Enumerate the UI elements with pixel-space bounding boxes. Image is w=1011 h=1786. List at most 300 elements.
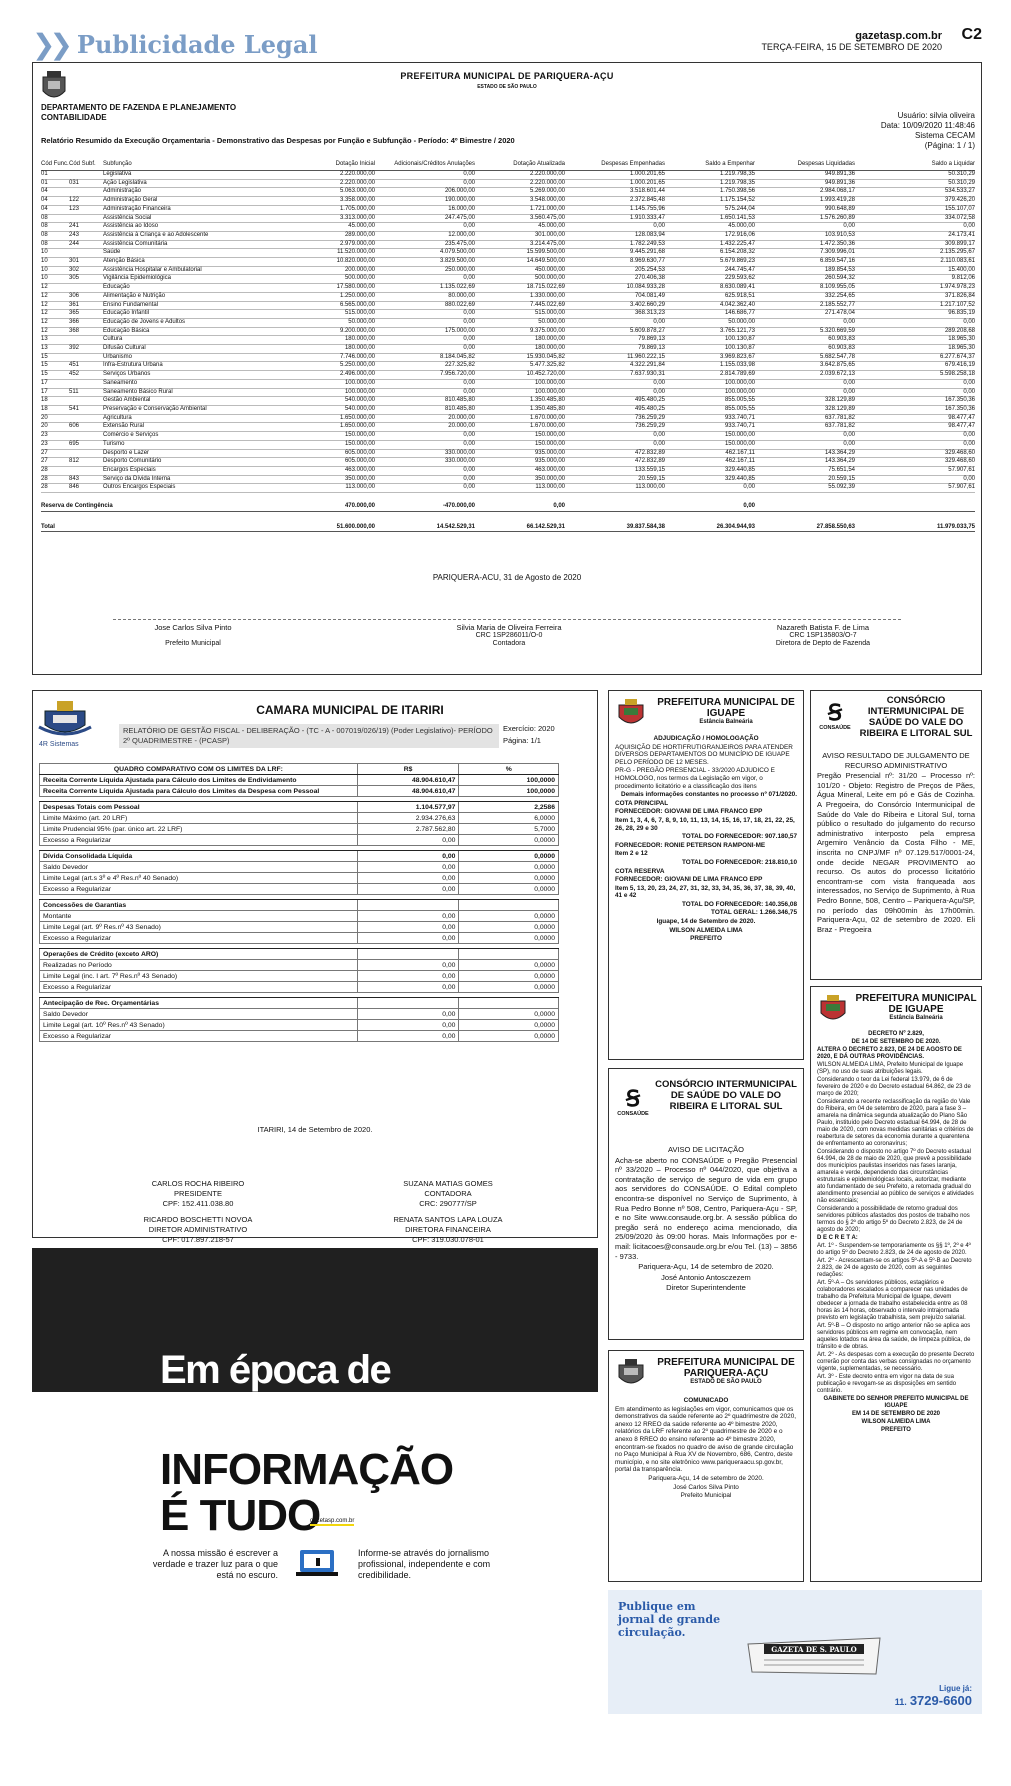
- table-cell: 1.217.107,52: [855, 301, 975, 310]
- table-cell: Saúde: [103, 249, 285, 258]
- table-cell: 5.477.325,82: [475, 362, 565, 371]
- table-cell: 0,0000: [459, 1031, 559, 1042]
- table-cell: [69, 249, 103, 258]
- table-cell: 180.000,00: [475, 336, 565, 345]
- table-row: [41, 231, 975, 240]
- table-cell: 241: [69, 223, 103, 232]
- table-cell: 229.593,62: [665, 275, 755, 284]
- table-cell: 16.000,00: [375, 205, 475, 214]
- ad-headline-1: Em época de: [160, 1348, 391, 1392]
- table-cell: 606: [69, 423, 103, 432]
- table-cell: 100.000,00: [665, 379, 755, 388]
- table-row: [40, 862, 559, 873]
- table-cell: 9.375.000,00: [475, 327, 565, 336]
- table-cell: [69, 353, 103, 362]
- iguape-crest-icon: [615, 697, 647, 731]
- signer-id: CRC: 290777/SP: [419, 1199, 477, 1208]
- table-cell: 5.250.000,00: [285, 362, 375, 371]
- notice-paragraph: TOTAL DO FORNECEDOR: 218.810,10: [681, 858, 797, 866]
- notice-paragraph: Art. 3º - Este decreto entra em vigor na data de sua publicação e revogam-se as disposições em sentido contrário.: [817, 1374, 957, 1394]
- table-row: [40, 933, 559, 944]
- table-row: [41, 466, 975, 475]
- signer-role: PRESIDENTE: [174, 1189, 222, 1198]
- table-cell: 205.254,53: [565, 266, 665, 275]
- table-cell: 810.485,80: [375, 405, 475, 414]
- table-row: [40, 873, 559, 884]
- table-cell: 5.679.869,23: [665, 258, 755, 267]
- report-department: [41, 103, 236, 123]
- table-cell: 15: [41, 362, 69, 371]
- table-cell: 1.219.798,35: [665, 171, 755, 180]
- table-cell: 11.520.000,00: [285, 249, 375, 258]
- notice-paragraph: EM 14 DE SETEMBRO DE 2020: [851, 1411, 941, 1417]
- table-cell: 12: [41, 292, 69, 301]
- table-cell: 1.155.033,98: [665, 362, 755, 371]
- signer-name: RICARDO BOSCHETTI NOVOA: [143, 1215, 253, 1224]
- table-cell: 5.063.000,00: [285, 188, 375, 197]
- table-cell: 0,0000: [459, 862, 559, 873]
- table-cell: Assistência ao Idoso: [103, 223, 285, 232]
- table-cell: 23: [41, 432, 69, 441]
- table-cell: 12: [41, 284, 69, 293]
- table-row: [40, 835, 559, 846]
- table-cell: 704.081,49: [565, 292, 665, 301]
- table-cell: 08: [41, 231, 69, 240]
- notice-paragraph: Iguape, 14 de Setembro de 2020.: [656, 918, 756, 926]
- ad-headline-3: INFORMAÇÃO: [160, 1445, 454, 1494]
- table-cell: Despesas Totais com Pessoal: [40, 802, 358, 813]
- consaude-logo-text: CONSAÚDE: [819, 725, 851, 731]
- table-cell: Receita Corrente Líquida Ajustada para Cálculo dos Limites da Despesa com Pessoal: [40, 786, 358, 797]
- table-row: [41, 345, 975, 354]
- table-cell: 0,00: [565, 388, 665, 397]
- table-cell: 990.648,89: [755, 205, 855, 214]
- notice-paragraph: DE 14 DE SETEMBRO DE 2020.: [851, 1039, 941, 1045]
- table-cell: Antecipação de Rec. Orçamentárias: [40, 998, 358, 1009]
- table-cell: 1.432.225,47: [665, 240, 755, 249]
- site-url[interactable]: gazetasp.com.br: [855, 30, 942, 42]
- table-cell: 01: [41, 171, 69, 180]
- table-cell: 0,00: [475, 493, 565, 512]
- table-cell: Assistência Social: [103, 214, 285, 223]
- consaude-logo: [615, 1087, 651, 1127]
- table-cell: 57.907,61: [855, 466, 975, 475]
- signer-role: Prefeito Municipal: [165, 640, 221, 647]
- dept-line: CONTABILIDADE: [41, 113, 107, 122]
- table-cell: 04: [41, 205, 69, 214]
- table-cell: 366: [69, 318, 103, 327]
- table-cell: 122: [69, 197, 103, 206]
- table-cell: Educação de Jovens e Adultos: [103, 318, 285, 327]
- ad-call: Informe-se através do jornalismo profissional, independente e com credibilidade.: [358, 1548, 491, 1580]
- table-cell: 3.402.660,29: [565, 301, 665, 310]
- table-cell: 01: [41, 179, 69, 188]
- notice-paragraph: Considerando o disposto no artigo 7º do Decreto estadual 64.994, de 28 de maio de 2020, que prevê a possibilidade dos municípios paulistas inseridos nas fases laranja, amarela e verde, dependendo das circunstâncias estruturais e epidemiológicas locais, autorizar, mediante ato fundamentado de seu Prefeito, a retomada gradual do atendimento presencial ao público de serviços e atividades não essenciais;: [817, 1149, 974, 1204]
- consaude-logo-text: CONSAÚDE: [617, 1111, 649, 1117]
- notice-paragraph: Acha-se aberto no CONSAÚDE o Pregão Presencial nº 33/2020 – Processo nº 044/2020, que objetiva a contratação de serviço de seguro de vida em grupo aos servidores do CONSAÚDE. O Edital completo encontra-se disponível no Serviço de Suprimento, à Rua Pedro Bonne nº 508, Centro, Pariquera-Açu - SP, e no Site www.consaude.org.br. A sessão pública do pregão será no endereço acima mencionado, dia 25/09/2020 às 09:00 horas. Mais Informações por e-mail: licitacoes@consaude.org.br e/ou Tel. (13) – 3856 - 9733.: [615, 1155, 797, 1261]
- notice-paragraph: José Antonio Antosczezem: [661, 1272, 751, 1282]
- table-cell: 8.630.089,41: [665, 284, 755, 293]
- notice-paragraph: D E C R E T A:: [817, 1235, 858, 1241]
- table-cell: 515.000,00: [475, 310, 565, 319]
- table-cell: 235.475,00: [375, 240, 475, 249]
- notice-paragraph: Art. 2º - Acrescentam-se os artigos 5º-A e 5º-B ao Decreto 2.823, de 24 de agosto de 2020, com as seguintes redações:: [817, 1258, 972, 1278]
- table-cell: 17: [41, 388, 69, 397]
- table-cell: 17.580.000,00: [285, 284, 375, 293]
- notice-paragraph: Diretor Superintendente: [666, 1283, 746, 1293]
- notice-paragraph: COTA PRINCIPAL: [615, 799, 669, 807]
- table-cell: 7.956.720,00: [375, 371, 475, 380]
- table-cell: Infra-Estrutura Urbana: [103, 362, 285, 371]
- table-cell: 5.682.547,78: [755, 353, 855, 362]
- notice-body: [615, 1397, 797, 1501]
- table-cell: Legislativa: [103, 171, 285, 180]
- table-cell: 5.320.669,59: [755, 327, 855, 336]
- table-cell: Excesso a Regularizar: [40, 884, 358, 895]
- table-cell: Excesso a Regularizar: [40, 933, 358, 944]
- table-cell: Atenção Básica: [103, 258, 285, 267]
- table-cell: 843: [69, 475, 103, 484]
- table-row: [41, 188, 975, 197]
- table-cell: Ação Legislativa: [103, 179, 285, 188]
- table-row: [41, 223, 975, 232]
- table-cell: 45.000,00: [475, 223, 565, 232]
- table-cell: Preservação e Conservação Ambiental: [103, 405, 285, 414]
- table-cell: 302: [69, 266, 103, 275]
- table-cell: 2.135.295,67: [855, 249, 975, 258]
- table-cell: 11.960.222,15: [565, 353, 665, 362]
- notice-paragraph: Pregão Presencial nº: 31/20 – Processo nº: 101/20 - Objeto: Registro de Preços de Pães, Água Mineral, Leite em pó e Gás de Cozinha. A Pregoeira, do Consórcio Intermunicipal de Saúde do Vale do Ribeira e Litoral Sul, torna público o resultado do julgamento do recurso administrativo interposto pela empresa Argemiro Venâncio da Costa Filho - ME, inscrita no CNPJ/MF nº 07.129.517/0001-24, onde decide NEGAR PROVIMENTO ao recurso. Os autos do processo licitatório encontram-se com vista franqueada aos interessados, no Serviço de Suprimento, à Rua Pedro Bonne, 508, Centro – Pariquera-Açu/SP, no período das 09h00min às 17h00min. Pariquera-Açu, 02 de setembro de 2020. Eli Braz - Pregoeira: [817, 771, 975, 934]
- table-cell: 368.313,23: [565, 310, 665, 319]
- table-cell: [755, 493, 855, 512]
- page-number: C2: [961, 26, 982, 43]
- table-cell: 243: [69, 231, 103, 240]
- itariri-crest-icon: [37, 697, 93, 739]
- notice-paragraph: AVISO RESULTADO DE JULGAMENTO DE RECURSO ADMINISTRATIVO: [822, 751, 970, 770]
- table-row: [40, 775, 559, 786]
- call-phone[interactable]: [895, 1693, 972, 1708]
- table-cell: [69, 414, 103, 423]
- table-row: [40, 813, 559, 824]
- consaude-s-icon: Ꞩ: [828, 700, 842, 726]
- table-cell: 379.426,20: [855, 197, 975, 206]
- table-cell: Saneamento: [103, 379, 285, 388]
- table-cell: 810.485,80: [375, 397, 475, 406]
- table-cell: 100.000,00: [475, 388, 565, 397]
- table-cell: 0,00: [375, 223, 475, 232]
- table-row: [41, 284, 975, 293]
- table-cell: 150.000,00: [665, 440, 755, 449]
- notice-paragraph: WILSON ALMEIDA LIMA: [669, 926, 743, 934]
- table-cell: 463.000,00: [475, 466, 565, 475]
- table-cell: 301.000,00: [475, 231, 565, 240]
- column-header: Adicionais/Créditos Anulações: [375, 161, 475, 171]
- table-cell: 0,00: [357, 1009, 459, 1020]
- table-cell: 100.000,00: [285, 379, 375, 388]
- table-cell: 3.642.875,65: [755, 362, 855, 371]
- table-cell: [459, 900, 559, 911]
- coat-of-arms-icon: [615, 1357, 647, 1391]
- table-cell: 244.745,47: [665, 266, 755, 275]
- table-cell: 75.651,54: [755, 466, 855, 475]
- table-cell: 180.000,00: [285, 336, 375, 345]
- page-indicator: Página: 1/1: [503, 736, 541, 745]
- table-cell: 143.364,29: [755, 458, 855, 467]
- notice-paragraph: Considerando a possibilidade de retorno gradual dos servidores públicos afastados dos postos de trabalho nos termos do § 2º do artigo 5º do Decreto 2.823, de 24 de agosto de 2020;: [817, 1206, 970, 1233]
- table-cell: 368: [69, 327, 103, 336]
- table-cell: 12: [41, 301, 69, 310]
- table-cell: 329.440,85: [665, 475, 755, 484]
- table-cell: 0,0000: [459, 835, 559, 846]
- table-cell: 1.750.398,56: [665, 188, 755, 197]
- table-cell: 66.142.529,31: [475, 511, 565, 532]
- table-cell: 27: [41, 458, 69, 467]
- table-cell: 0,00: [755, 318, 855, 327]
- notice-body: [615, 1145, 797, 1294]
- table-cell: Limite Legal (inc. I art. 7º Res.nº 43 Senado): [40, 971, 358, 982]
- table-cell: Serviço da Dívida Interna: [103, 475, 285, 484]
- table-cell: 6.154.208,32: [665, 249, 755, 258]
- table-cell: 0,00: [375, 379, 475, 388]
- table-cell: 1.993.419,28: [755, 197, 855, 206]
- ad-site[interactable]: gazetasp.com.br: [310, 1518, 355, 1524]
- table-row: [41, 449, 975, 458]
- table-cell: 0,0000: [459, 1020, 559, 1031]
- signer-id: CPF: 319.030.078-01: [412, 1235, 484, 1244]
- report-description: RELATÓRIO DE GESTÃO FISCAL - DELIBERAÇÃO - (TC - A - 007019/026/19) (Poder Legislativo)- PERÍODO 2º QUADRIMESTRE - (PCASP): [119, 724, 499, 748]
- table-cell: 7.746.000,00: [285, 353, 375, 362]
- table-cell: 365: [69, 310, 103, 319]
- table-cell: 100.130,87: [665, 345, 755, 354]
- table-cell: 6,0000: [459, 813, 559, 824]
- table-row: [40, 1020, 559, 1031]
- table-cell: 949.891,36: [755, 171, 855, 180]
- table-cell: Cultura: [103, 336, 285, 345]
- table-cell: 0,00: [755, 440, 855, 449]
- table-cell: 0,0000: [459, 873, 559, 884]
- table-cell: Ensino Fundamental: [103, 301, 285, 310]
- table-cell: Outros Encargos Especiais: [103, 484, 285, 493]
- table-cell: Limite Prudencial 95% (par. único art. 22 LRF): [40, 824, 358, 835]
- table-cell: 1.650.000,00: [285, 423, 375, 432]
- table-cell: 637.781,82: [755, 414, 855, 423]
- table-cell: 0,00: [375, 310, 475, 319]
- table-cell: 540.000,00: [285, 397, 375, 406]
- table-cell: Excesso a Regularizar: [40, 982, 358, 993]
- table-cell: 1.670.000,00: [475, 423, 565, 432]
- signer-role: DIRETOR ADMINISTRATIVO: [148, 1225, 248, 1234]
- table-cell: 450.000,00: [475, 266, 565, 275]
- table-cell: 79.869,13: [565, 345, 665, 354]
- call-info: [895, 1684, 972, 1708]
- notice-title: CONSÓRCIO INTERMUNICIPAL DE SAÚDE DO VALE DO RIBEIRA E LITORAL SUL: [655, 1079, 797, 1112]
- table-cell: 451: [69, 362, 103, 371]
- table-cell: 100.130,87: [665, 336, 755, 345]
- table-cell: Serviços Urbanos: [103, 371, 285, 380]
- table-cell: 3.358.000,00: [285, 197, 375, 206]
- table-cell: 695: [69, 440, 103, 449]
- notice-paragraph: Item 2 e 12: [615, 850, 648, 858]
- table-cell: 0,00: [375, 388, 475, 397]
- table-cell: 15.599.500,00: [475, 249, 565, 258]
- table-cell: 736.259,29: [565, 414, 665, 423]
- table-row: [40, 1009, 559, 1020]
- table-cell: 935.000,00: [475, 449, 565, 458]
- table-cell: Assistência Comunitária: [103, 240, 285, 249]
- table-cell: 1.650.141,53: [665, 214, 755, 223]
- table-cell: 0,0000: [459, 960, 559, 971]
- notice-paragraph: Art. 1º - Suspendem-se temporariamente os §§ 1º, 2º e 4º do artigo 5º do Decreto 2.823, de 24 de agosto de 2020.: [817, 1243, 971, 1256]
- table-cell: 100.000,00: [665, 388, 755, 397]
- table-cell: 50.310,29: [855, 179, 975, 188]
- table-row: [40, 802, 559, 813]
- table-cell: 0,00: [357, 911, 459, 922]
- signer-role: DIRETORA FINANCEIRA: [405, 1225, 491, 1234]
- table-cell: 45.000,00: [665, 223, 755, 232]
- table-cell: 0,00: [375, 275, 475, 284]
- table-row: [40, 851, 559, 862]
- table-cell: 2.984.068,17: [755, 188, 855, 197]
- table-cell: 306: [69, 292, 103, 301]
- table-cell: 350.000,00: [285, 475, 375, 484]
- table-cell: 200.000,00: [285, 266, 375, 275]
- table-cell: 98.477,47: [855, 414, 975, 423]
- table-cell: 10: [41, 275, 69, 284]
- table-cell: Difusão Cultural: [103, 345, 285, 354]
- system-name: 4R Sistemas: [39, 741, 79, 748]
- table-cell: 0,00: [565, 379, 665, 388]
- table-cell: 3.313.000,00: [285, 214, 375, 223]
- signature-block: [93, 624, 293, 648]
- table-cell: 0,00: [357, 884, 459, 895]
- column-header: Saldo a Empenhar: [665, 161, 755, 171]
- table-cell: 329.440,85: [665, 466, 755, 475]
- table-cell: 8.969.630,77: [565, 258, 665, 267]
- notice-paragraph: PREFEITO: [690, 935, 722, 943]
- table-cell: Limite Legal (art. 9º Res.nº 43 Senado): [40, 922, 358, 933]
- table-cell: 98.477,47: [855, 423, 975, 432]
- notice-paragraph: Pariquera-Açu, 14 de setembro de 2020.: [648, 1474, 764, 1482]
- table-cell: Excesso a Regularizar: [40, 1031, 358, 1042]
- table-cell: 472.832,89: [565, 458, 665, 467]
- table-cell: 534.533,27: [855, 188, 975, 197]
- column-header: Saldo a Liquidar: [855, 161, 975, 171]
- table-cell: 334.072,58: [855, 214, 975, 223]
- table-cell: 0,00: [375, 484, 475, 493]
- signer-name: CARLOS ROCHA RIBEIRO: [151, 1179, 245, 1188]
- table-cell: 10: [41, 266, 69, 275]
- table-cell: 0,00: [565, 432, 665, 441]
- table-cell: 289.208,68: [855, 327, 975, 336]
- table-cell: 1.219.798,35: [665, 179, 755, 188]
- notice-paragraph: PR-G - PREGÃO PRESENCIAL - 33/2020 ADJUDICO E HOMOLOGO, nos termos da Legislação em vigor, o procedimento licitatório e a classificação dos itens: [615, 767, 775, 790]
- folded-newspaper-icon: [744, 1634, 884, 1678]
- table-cell: 15.400,00: [855, 266, 975, 275]
- table-cell: 0,00: [375, 336, 475, 345]
- table-row: [41, 292, 975, 301]
- table-cell: -470.000,00: [375, 493, 475, 512]
- report-page: (Página: 1 / 1): [924, 141, 975, 150]
- table-cell: Urbanismo: [103, 353, 285, 362]
- table-cell: 10.820.000,00: [285, 258, 375, 267]
- table-cell: 04: [41, 197, 69, 206]
- table-cell: 1.350.485,80: [475, 397, 565, 406]
- table-cell: 495.480,25: [565, 405, 665, 414]
- table-cell: 100.000,00: [285, 388, 375, 397]
- table-cell: 625.918,51: [665, 292, 755, 301]
- table-cell: 736.259,29: [565, 423, 665, 432]
- notice-paragraph: Considerando o teor da Lei federal 13.979, de 6 de fevereiro de 2020 e do Decreto estadual 64.862, de 23 de março de 2020;: [817, 1077, 971, 1097]
- table-cell: [69, 188, 103, 197]
- table-cell: Agricultura: [103, 414, 285, 423]
- signer-name: Jose Carlos Silva Pinto: [154, 623, 232, 632]
- table-cell: 28: [41, 466, 69, 475]
- notice-subtitle: Estância Balneária: [699, 719, 753, 725]
- table-cell: 50.000,00: [665, 318, 755, 327]
- notice-title: PREFEITURA MUNICIPAL DE PARIQUERA-AÇU: [657, 1357, 795, 1379]
- table-cell: 1.721.000,00: [475, 205, 565, 214]
- notice-paragraph: Art. 5º-B – O disposto no artigo anterior não se aplica aos servidores públicos em regime em convocação, nem aqueles lotados na área da saúde, de limpeza pública, de trânsito e de obras.: [817, 1323, 971, 1350]
- table-cell: 18.965,30: [855, 336, 975, 345]
- table-cell: 0,00: [357, 873, 459, 884]
- table-cell: 0,00: [357, 922, 459, 933]
- table-row: [40, 982, 559, 993]
- table-row: [40, 884, 559, 895]
- table-cell: 113.000,00: [475, 484, 565, 493]
- itariri-fiscal-report: [32, 690, 598, 1244]
- table-cell: 113.000,00: [565, 484, 665, 493]
- table-cell: 08: [41, 240, 69, 249]
- table-row: [41, 240, 975, 249]
- table-cell: 0,00: [357, 835, 459, 846]
- table-cell: 20: [41, 423, 69, 432]
- table-cell: Operações de Crédito (exceto ARO): [40, 949, 358, 960]
- table-cell: 7.445.022,69: [475, 301, 565, 310]
- table-cell: 0,00: [375, 475, 475, 484]
- table-cell: 4.079.500,00: [375, 249, 475, 258]
- table-cell: 190.000,00: [375, 197, 475, 206]
- table-cell: 26.304.944,93: [665, 511, 755, 532]
- table-cell: 206.000,00: [375, 188, 475, 197]
- signature-block: [333, 1179, 563, 1209]
- table-cell: Educação Básica: [103, 327, 285, 336]
- table-cell: Limite Legal (art.s 3º e 4º Res.nº 40 Senado): [40, 873, 358, 884]
- table-cell: 50.000,00: [475, 318, 565, 327]
- table-cell: 100,0000: [459, 775, 559, 786]
- table-cell: 500.000,00: [285, 275, 375, 284]
- table-cell: 08: [41, 214, 69, 223]
- table-cell: 1.145.755,96: [565, 205, 665, 214]
- table-cell: 2.185.552,77: [755, 301, 855, 310]
- table-cell: 3.548.000,00: [475, 197, 565, 206]
- table-cell: 2.220.000,00: [475, 171, 565, 180]
- notice-header: [653, 1079, 799, 1112]
- table-cell: 0,0000: [459, 922, 559, 933]
- table-cell: 189.854,53: [755, 266, 855, 275]
- table-row: [41, 397, 975, 406]
- table-cell: 0,00: [755, 223, 855, 232]
- table-cell: Encargos Especiais: [103, 466, 285, 475]
- table-cell: 12.000,00: [375, 231, 475, 240]
- table-cell: [565, 493, 665, 512]
- table-cell: 361: [69, 301, 103, 310]
- table-cell: 933.740,71: [665, 414, 755, 423]
- table-cell: 2,2586: [459, 802, 559, 813]
- table-cell: 123: [69, 205, 103, 214]
- table-cell: 10.084.933,28: [565, 284, 665, 293]
- table-cell: 0,00: [855, 388, 975, 397]
- dept-line: DEPARTAMENTO DE FAZENDA E PLANEJAMENTO: [41, 103, 237, 112]
